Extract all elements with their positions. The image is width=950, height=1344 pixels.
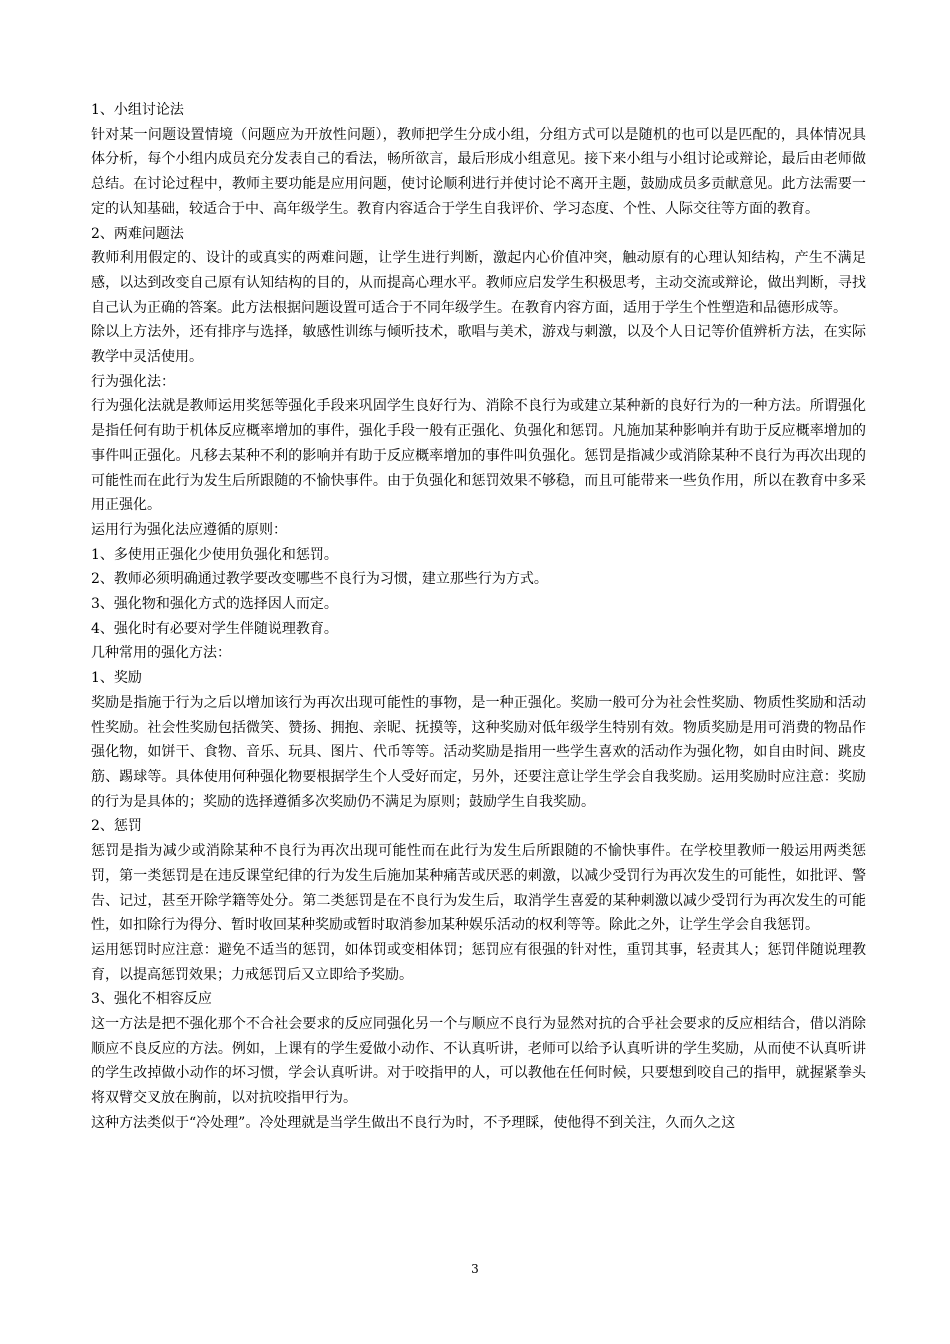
heading-dilemma: 2、两难问题法 (91, 225, 184, 242)
paragraph-punishment: 惩罚是指为减少或消除某种不良行为再次出现可能性而在此行为发生后所跟随的不愉快事件。在学校里教师一般运用两类惩罚，第一类惩罚是在违反课堂纪律的行为发生后施加某种痛苦或厌恶的刺激，以减少受罚行为再次发生的可能性，如批评、警告、记过，甚至开除学籍等处分。第二类惩罚是在不良行为发生后，取消学生喜爱的某种刺激以减少受罚行为再次发生的可能性，如扣除行为得分、暂时收回某种奖励或暂时取消参加某种娱乐活动的权利等等。除此之外，让学生学会自我惩罚。 (91, 843, 866, 934)
paragraph-reward: 奖励是指施于行为之后以增加该行为再次出现可能性的事物，是一种正强化。奖励一般可分为社会性奖励、物质性奖励和活动性奖励。社会性奖励包括微笑、赞扬、拥抱、亲昵、抚摸等，这种奖励对低年级学生特别有效。物质奖励是用可消费的物品作强化物，如饼干、食物、音乐、玩具、图片、代币等等。活动奖励是指用一些学生喜欢的活动作为强化物，如自由时间、跳皮筋、踢球等。具体使用何种强化物要根据学生个人受好而定，另外，还要注意让学生学会自我奖励。运用奖励时应注意：奖励的行为是具体的；奖励的选择遵循多次奖励仍不满足为原则；鼓励学生自我奖励。 (91, 694, 866, 810)
paragraph-punishment-notes: 运用惩罚时应注意：避免不适当的惩罚，如体罚或变相体罚；惩罚应有很强的针对性，重罚其事，轻责其人；惩罚伴随说理教育，以提高惩罚效果；力戒惩罚后又立即给予奖励。 (91, 941, 866, 983)
list-item-principle-2: 2、教师必须明确通过教学要改变哪些不良行为习惯，建立那些行为方式。 (91, 571, 548, 588)
paragraph-cold-treatment: 这种方法类似于“冷处理”。冷处理就是当学生做出不良行为时，不予理睬，使他得不到关注，久而久之这 (91, 1114, 736, 1131)
heading-incompatible-response: 3、强化不相容反应 (91, 991, 212, 1008)
paragraph-behavior-reinforcement: 行为强化法就是教师运用奖惩等强化手段来巩固学生良好行为、消除不良行为或建立某种新的良好行为的一种方法。所谓强化是指任何有助于机体反应概率增加的事件，强化手段一般有正强化、负强化和惩罚。凡施加某种影响并有助于反应概率增加的事件叫正强化。凡移去某种不利的影响并有助于反应概率增加的事件叫负强化。惩罚是指减少或消除某种不良行为再次出现的可能性而在此行为发生后所跟随的不愉快事件。由于负强化和惩罚效果不够稳，而且可能带来一些负作用，所以在教育中多采用正强化。 (91, 398, 866, 514)
page-number: 3 (471, 1262, 479, 1276)
heading-principles: 运用行为强化法应遵循的原则： (91, 521, 287, 538)
heading-reward: 1、奖励 (91, 670, 142, 687)
heading-common-methods: 几种常用的强化方法： (91, 645, 231, 662)
paragraph-incompatible-response: 这一方法是把不强化那个不合社会要求的反应同强化另一个与顺应不良行为显然对抗的合乎社会要求的反应相结合，借以消除顺应不良反应的方法。例如，上课有的学生爱做小动作、不认真听讲，老师可以给予认真听讲的学生奖励，从而使不认真听讲的学生改掉做小动作的坏习惯，学会认真听讲。对于咬指甲的人，可以教他在任何时候，只要想到咬自己的指甲，就握紧拳头将双臂交叉放在胸前，以对抗咬指甲行为。 (91, 1016, 866, 1107)
paragraph-group-discussion: 针对某一问题设置情境（问题应为开放性问题），教师把学生分成小组，分组方式可以是随机的也可以是匹配的，具体情况具体分析，每个小组内成员充分发表自己的看法，畅所欲言，最后形成小组意见。接下来小组与小组讨论或辩论，最后由老师做总结。在讨论过程中，教师主要功能是应用问题，使讨论顺利进行并使讨论不离开主题，鼓励成员多贡献意见。此方法需要一定的认知基础，较适合于中、高年级学生。教育内容适合于学生自我评价、学习态度、个性、人际交往等方面的教育。 (91, 126, 866, 217)
heading-punishment: 2、惩罚 (91, 818, 142, 835)
paragraph-other-methods: 除以上方法外，还有排序与选择，敏感性训练与倾听技术，歌唱与美术，游戏与刺激，以及个人日记等价值辨析方法，在实际教学中灵活使用。 (91, 324, 866, 366)
list-item-principle-3: 3、强化物和强化方式的选择因人而定。 (91, 596, 338, 613)
heading-behavior-reinforcement: 行为强化法： (91, 373, 175, 390)
list-item-principle-1: 1、多使用正强化少使用负强化和惩罚。 (91, 546, 338, 563)
paragraph-dilemma: 教师利用假定的、设计的或真实的两难问题，让学生进行判断，激起内心价值冲突，触动原有的心理认知结构，产生不满足感，以达到改变自己原有认知结构的目的，从而提高心理水平。教师应启发学生积极思考，主动交流或辩论，做出判断，寻找自己认为正确的答案。此方法根据问题设置可适合于不同年级学生。在教育内容方面，适用于学生个性塑造和品德形成等。 (91, 250, 866, 316)
document-body (91, 98, 866, 1136)
heading-group-discussion: 1、小组讨论法 (91, 102, 184, 118)
list-item-principle-4: 4、强化时有必要对学生伴随说理教育。 (91, 620, 338, 637)
